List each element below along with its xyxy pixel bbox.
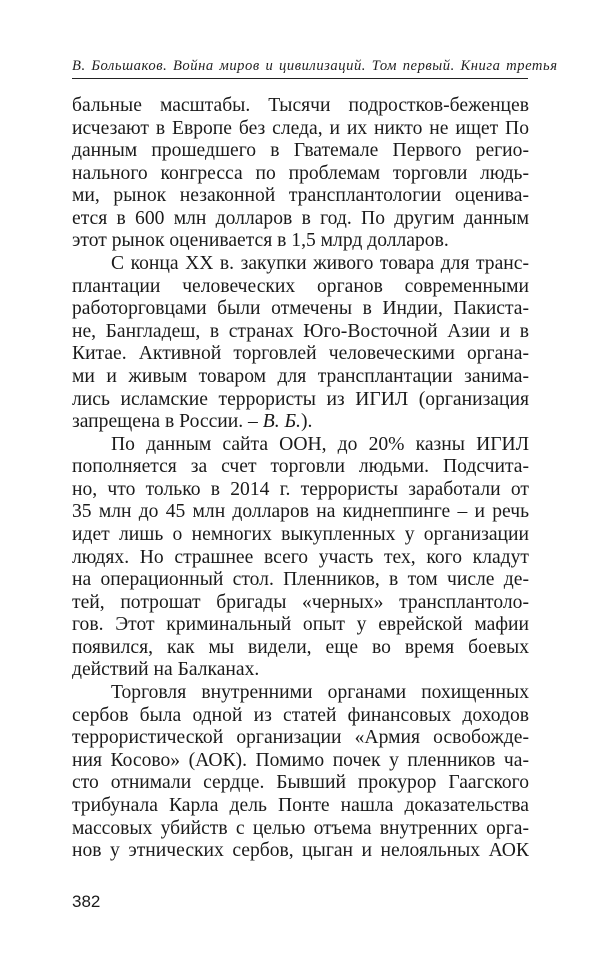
text-line: сто отнимали сердце. Бывший прокурор Гаагского: [72, 772, 529, 794]
text-line: действий на Балканах.: [72, 659, 260, 681]
paragraph-4: [72, 682, 529, 863]
paragraph-3: [72, 434, 529, 682]
text-line: но, что только в 2014 г. террористы заработали от: [72, 478, 529, 500]
text-line: Китае. Активной торговлей человеческими органа-: [72, 343, 529, 365]
text-line: По данным сайта ООН, до 20% казны ИГИЛ: [111, 433, 529, 455]
text-line: ми, рынок незаконной трансплантологии оценива-: [72, 185, 529, 207]
text-line: появился, как мы видели, еще во время боевых: [72, 636, 529, 658]
text-line: трибунала Карла дель Понте нашла доказательства: [72, 794, 529, 816]
text-line: террористической организации «Армия освобожде-: [72, 727, 529, 749]
page-number: 382: [72, 892, 101, 911]
text-line: исчезают в Европе без следа, и их никто не ищет По: [72, 117, 529, 139]
text-run: запрещена в России. –: [72, 411, 263, 433]
text-line: ми и живым товаром для трансплантации занима-: [72, 365, 529, 387]
text-line: С конца XX в. закупки живого товара для транс-: [111, 253, 529, 275]
text-line: нов у этнических сербов, цыган и нелояльных АОК: [72, 840, 529, 862]
text-line: не, Бангладеш, в странах Юго-Восточной Азии и в: [72, 320, 529, 342]
text-line: плантации человеческих органов современными: [72, 275, 529, 297]
text-line: Торговля внутренними органами похищенных: [111, 682, 529, 704]
text-line: 35 млн до 45 млн долларов на киднеппинге – и речь: [72, 501, 529, 523]
text-line: гов. Этот криминальный опыт у еврейской мафии: [72, 614, 529, 636]
text-line: бальные масштабы. Тысячи подростков-беженцев: [72, 95, 529, 116]
text-line: лись исламские террористы из ИГИЛ (организация: [72, 388, 529, 410]
text-line: ния Косово» (АОК). Помимо почек у пленников ча-: [72, 749, 529, 771]
text-line: людях. Но страшнее всего участь тех, кого кладут: [72, 546, 529, 568]
text-line: ется в 600 млн долларов в год. По другим данным: [72, 207, 529, 229]
running-header: [72, 58, 558, 79]
text-line: пополняется за счет торговли людьми. Подсчита-: [72, 456, 529, 478]
text-line: тей, потрошат бригады «черных» трансплантоло-: [72, 591, 529, 613]
page-body: [72, 95, 529, 863]
paragraph-2: [72, 253, 529, 434]
text-run: ).: [300, 411, 313, 433]
text-line: массовых убийств с целью отъема внутренних орга-: [72, 817, 529, 839]
text-line: идет лишь о немногих выкупленных у организации: [72, 523, 529, 545]
text-line: работорговцами были отмечены в Индии, Пакиста-: [72, 298, 529, 320]
running-title: В. Большаков. Война миров и цивилизаций. Том первый. Книга третья: [72, 58, 558, 74]
text-line: на операционный стол. Пленников, в том числе де-: [72, 569, 529, 591]
author-initials: В. Б.: [262, 411, 301, 433]
text-line: нального конгресса по проблемам торговли людь-: [72, 162, 529, 184]
text-line: данным прошедшего в Гватемале Первого регио-: [72, 140, 529, 162]
text-line: [72, 411, 529, 434]
text-line: сербов была одной из статей финансовых доходов: [72, 704, 529, 726]
text-line: этот рынок оценивается в 1,5 млрд долларов.: [72, 230, 449, 252]
paragraph-1: [72, 95, 529, 253]
